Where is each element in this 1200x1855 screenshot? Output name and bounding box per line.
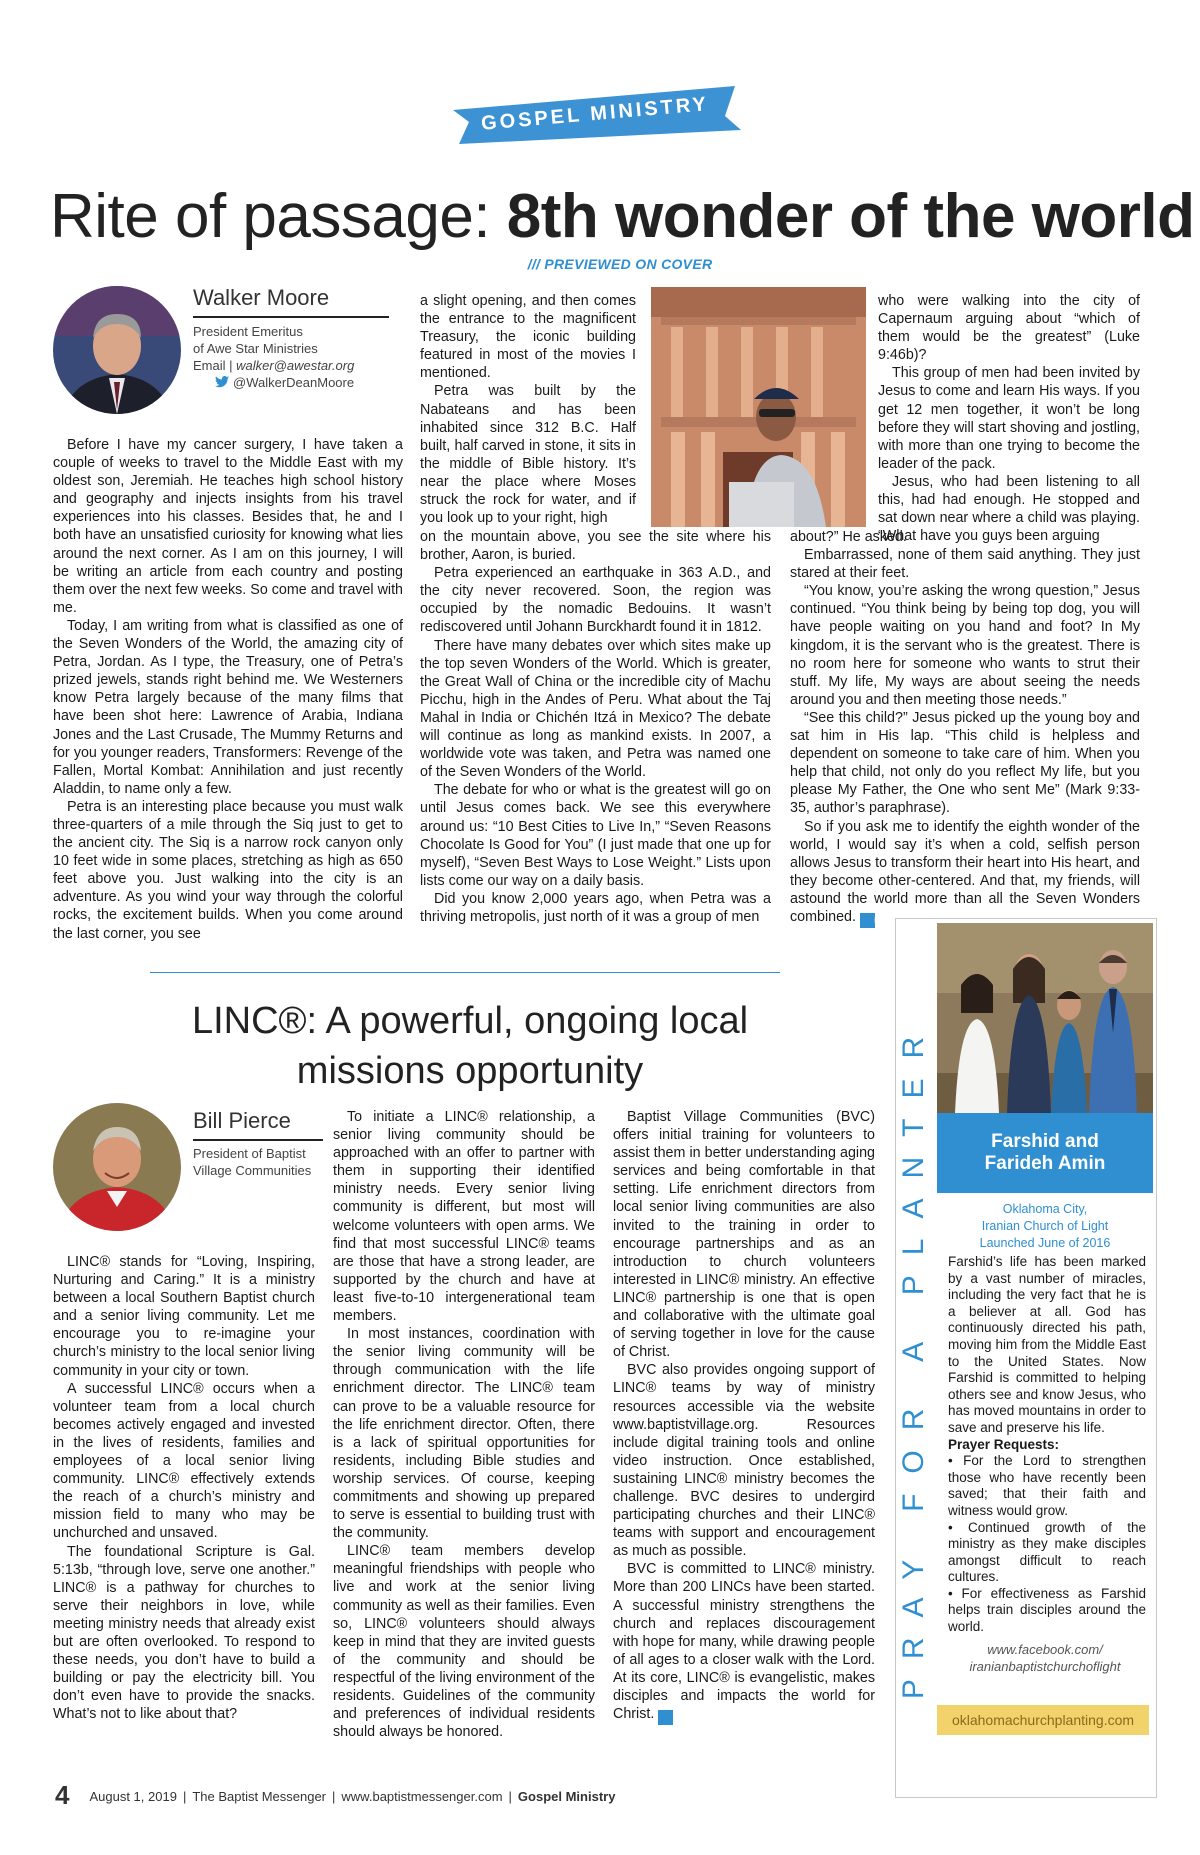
- article1-headline: [50, 182, 1195, 252]
- paragraph: Petra was built by the Nabateans and has been inhabited since 312 B.C. Half built, half carved in stone, it sits in the middle of Bible history. It’s near the place where Moses struck the rock for water, and if you look up to your right, high: [420, 383, 636, 527]
- article2-column1: [53, 1253, 315, 1723]
- article1-headline-light: Rite of passage:: [50, 182, 507, 251]
- author-title-line1: President Emeritus: [193, 324, 303, 339]
- paragraph: To initiate a LINC® relationship, a senior living community should be approached with an offer to partner with them in supporting their identified ministry needs. Every senior living community is different, but most will welcome volunteers with open arms. We find that most successful LINC® teams are those that have a strong leader, are supported by the church and have at least five-to-10 intergenerational team members.: [333, 1109, 595, 1325]
- paragraph: Petra is an interesting place because you must walk three-quarters of a mile through the Siq just to get to the ancient city. The Siq is a narrow rock canyon only 10 feet wide in some places, stretching as high as 650 feet above you. Just walking into the city is an adventure. As you wind your way through the colorful rocks, the excitement builds. When you come around the last corner, you see: [53, 798, 403, 942]
- paragraph: A successful LINC® occurs when a volunteer team from a local church becomes actively engaged and invested in the lives of residents, families and employees of a local senior living community. LINC® effectively extends the reach of a church’s ministry and mission field to many who may be unchurched and unsaved.: [53, 1380, 315, 1542]
- paragraph: Did you know 2,000 years ago, when Petra was a thriving metropolis, just north of it was a group of men: [420, 890, 771, 925]
- article2-headline: [150, 996, 790, 1096]
- author-email[interactable]: walker@awestar.org: [236, 358, 355, 373]
- author-meta-walker-moore: [193, 323, 403, 391]
- paragraph: Petra experienced an earthquake in 363 A.D., and the city never recovered. Soon, the region was occupied by the nomadic Bedouins. It wasn’t rediscovered until Johann Burckhardt found it in 1812.: [420, 565, 771, 636]
- footer-separator: |: [182, 1789, 187, 1804]
- facebook-link[interactable]: [937, 1641, 1153, 1675]
- pray-vertical-column: [896, 919, 932, 1797]
- section-divider: [150, 972, 780, 973]
- previewed-on-cover-kicker: /// PREVIEWED ON COVER: [527, 256, 713, 272]
- footer-separator: |: [332, 1789, 336, 1804]
- end-of-story-mark-icon: m: [658, 1710, 673, 1725]
- planter-names-line1: Farshid and: [991, 1131, 1099, 1152]
- paragraph: The foundational Scripture is Gal. 5:13b, “through love, serve one another.” LINC® is a pathway for churches to serve their neighbors in love, while meeting ministry needs that already exist but are often overlooked. To respond to these needs, you don’t have to build a building or pay the electricity bill. You don’t even have to provide the snacks. What’s not to like about that?: [53, 1543, 315, 1723]
- page-footer: [55, 1780, 1155, 1811]
- church-planting-website-link[interactable]: oklahomachurchplanting.com: [937, 1705, 1149, 1735]
- paragraph: LINC® stands for “Loving, Inspiring, Nurturing and Caring.” It is a ministry between a local Southern Baptist church and a senior living community. Let me encourage you to re-imagine your church’s ministry to the local senior living community in your city or town.: [53, 1254, 315, 1379]
- paragraph: about?” He asked.: [790, 529, 907, 545]
- footer-website[interactable]: www.baptistmessenger.com: [341, 1789, 503, 1804]
- planter-location-line2: Iranian Church of Light: [981, 1219, 1109, 1233]
- twitter-bird-icon: [215, 375, 229, 387]
- petra-treasury-photo: [651, 287, 866, 527]
- planter-names-line2: Farideh Amin: [984, 1153, 1106, 1174]
- paragraph: on the mountain above, you see the site where his brother, Aaron, is buried.: [420, 529, 771, 564]
- author-photo-bill-pierce: [53, 1103, 181, 1231]
- author-email-line: [193, 357, 403, 374]
- author-name-underline: [193, 316, 389, 318]
- end-of-story-mark-icon: m: [860, 913, 875, 928]
- author-name-underline: [193, 1139, 323, 1141]
- paragraph-final: [790, 818, 1140, 928]
- author-twitter-line: [193, 374, 403, 391]
- paragraph: BVC also provides ongoing support of LINC® teams by way of ministry resources accessible via the website www.baptistvillage.org. Resources include digital training tools and online video instruction. Once established, sustaining LINC® ministry becomes the challenge. BVC desires to undergird participating churches and their LINC® teams with support and encouragement as much as possible.: [613, 1362, 875, 1560]
- article1-column3-top: [878, 292, 1140, 545]
- page-number: 4: [55, 1780, 70, 1810]
- article1-headline-bold: 8th wonder of the world: [506, 182, 1195, 251]
- section-banner: [445, 82, 745, 146]
- paragraph: This group of men had been invited by Jesus to come and learn His ways. If you get 12 men together, it won’t be long before they will start shoving and jostling, with more than one trying to become the leader of the pack.: [878, 365, 1140, 472]
- paragraph: a slight opening, and then comes the entrance to the magnificent Treasury, the iconic building featured in most of the movies I mentioned.: [420, 293, 636, 382]
- article1-column3-bottom: [790, 528, 1140, 928]
- paragraph: “See this child?” Jesus picked up the young boy and sat him in His lap. “This child is helpless and dependent on someone to take care of him. When you help that child, not only do you reflect My life, but you please My Father, the One who sent Me” (Mark 9:33-35, author’s paraphrase).: [790, 709, 1140, 817]
- author-twitter-handle[interactable]: @WalkerDeanMoore: [233, 375, 355, 390]
- paragraph: Baptist Village Communities (BVC) offers initial training for volunteers to assist them in better understanding aging services and being comfortable in that setting. Life enrichment directors from local senior living communities are also invited to the training in order to encourage partnerships and as an introduction to church volunteers interested in LINC® ministry. An effective LINC® partnership is one that is open and collaborative with the ultimate goal of serving together in love for the cause of Christ.: [613, 1109, 875, 1361]
- author-title-line1: President of Baptist: [193, 1146, 306, 1161]
- prayer-request-item: • Continued growth of the ministry as they make disciples amongst difficult to reach cultures.: [948, 1519, 1146, 1585]
- footer-section: Gospel Ministry: [517, 1789, 616, 1804]
- paragraph: There have many debates over which sites make up the top seven Wonders of the World. Which is greater, the Great Wall of China or the incredible city of Machu Picchu, high in the Andes of Peru. What about the Taj Mahal in India or Chichén Itzá in Mexico? The debate will continue as long as mankind exists. In 2007, a worldwide vote was taken, and Petra was named one of the Seven Wonders of the World.: [420, 637, 771, 781]
- paragraph: Today, I am writing from what is classified as one of the Seven Wonders of the World, the amazing city of Petra, Jordan. As I type, the Treasury, one of Petra’s prized jewels, stands right behind me. We Westerners know Petra largely because of the many films that have been shot here: Lawrence of Arabia, Indiana Jones and the Last Crusade, The Mummy Returns and for you younger readers, Transformers: Revenge of the Fallen, Mortal Kombat: Annihilation and just recently Aladdin, to name only a few.: [53, 617, 403, 797]
- planter-bio: [948, 1254, 1146, 1636]
- pray-for-a-planter-sidebar: [895, 918, 1157, 1798]
- section-banner-label: GOSPEL MINISTRY: [480, 93, 710, 135]
- author-title-line2: Village Communities: [193, 1163, 312, 1178]
- article2-column3: [613, 1108, 875, 1725]
- footer-date: August 1, 2019: [89, 1789, 177, 1804]
- author-title-line2: of Awe Star Ministries: [193, 341, 318, 356]
- footer-publication: The Baptist Messenger: [192, 1789, 327, 1804]
- planter-family-photo: [937, 923, 1153, 1113]
- paragraph: In most instances, coordination with the senior living community will be through communication with the life enrichment director. The LINC® team can prove to be a valuable resource for the life enrichment director. Often, there is a lack of spiritual opportunities for residents, including Bible studies and worship services. Of course, keeping commitments and showing up prepared to serve is essential to building trust with the community.: [333, 1326, 595, 1542]
- planter-bio-text: Farshid’s life has been marked by a vast number of miracles, including the very fact that he is a believer at all. God has continuously directed his path, moving him from the Middle East to the United States. Now Farshid is committed to helping others see and know Jesus, who has moved mountains in order to save and preserve his life.: [948, 1254, 1146, 1435]
- article1-column1: [53, 436, 403, 943]
- article2-headline-main: A powerful, ongoing local missions opportunity: [296, 1000, 749, 1092]
- planter-location: [937, 1201, 1153, 1252]
- paragraph: Embarrassed, none of them said anything. They just stared at their feet.: [790, 547, 1140, 582]
- paragraph: who were walking into the city of Capernaum arguing about “which of them would be the greatest” (Luke 9:46b)?: [878, 293, 1140, 364]
- article2-column2: [333, 1108, 595, 1741]
- article1-column2-bottom: [420, 528, 771, 926]
- paragraph-final-text: BVC is committed to LINC® ministry. More than 200 LINCs have been started. A successful ministry strengthens the church and replaces discouragement with hope for many, while drawing people of all ages to a closer walk with the Lord. At its core, LINC® is evangelistic, makes disciples and impacts the world for Christ.: [613, 1561, 875, 1723]
- prayer-requests-title: Prayer Requests:: [948, 1436, 1060, 1452]
- author-name-walker-moore: Walker Moore: [193, 285, 330, 310]
- planter-location-line3: Launched June of 2016: [979, 1236, 1111, 1250]
- prayer-request-item: • For effectiveness as Farshid helps train disciples around the world.: [948, 1585, 1146, 1635]
- author-photo-walker-moore: [53, 286, 181, 414]
- paragraph-final-text: So if you ask me to identify the eighth wonder of the world, I would say it’s when a cold, selfish person allows Jesus to transform their heart into His heart, and they become other-centered. And that, my friends, will astound the world more than all the Seven Wonders combined.: [790, 818, 1140, 925]
- footer-separator: |: [508, 1789, 512, 1804]
- paragraph: Jesus, who had been listening to all this, had had enough. He stopped and sat down near where a child was playing. “What have you guys been arguing: [878, 473, 1140, 545]
- paragraph: “You know, you’re asking the wrong question,” Jesus continued. “You think being by being top dog, you will have people waiting on you hand and foot? In My kingdom, it is the servant who is the greatest. There is no room here for someone who wants to strut their stuff. My life, My ways are about seeing the needs around you and then meeting those needs.”: [790, 583, 1140, 708]
- paragraph: Before I have my cancer surgery, I have taken a couple of weeks to travel to the Middle East with my oldest son, Jeremiah. He teaches high school history and geography and injects insights from his travel experiences into his classes. Besides that, he and I both have an unsatisfied curiosity for knowing what lies around the next corner. As I am on this journey, I will be writing an article from each country and posting them over the next few weeks. So come and travel with me.: [53, 437, 403, 616]
- article1-column2-top: [420, 292, 636, 527]
- paragraph-final: [613, 1560, 875, 1725]
- facebook-link-line2: iranianbaptistchurchoflight: [969, 1659, 1121, 1674]
- author-name-bill-pierce: Bill Pierce: [193, 1108, 291, 1133]
- planter-names: [937, 1113, 1153, 1193]
- planter-location-line1: Oklahoma City,: [1002, 1202, 1088, 1216]
- pray-for-a-planter-label: PRAY FOR A PLANTER: [897, 1016, 930, 1700]
- paragraph: The debate for who or what is the greatest will go on until Jesus comes back. We see this everywhere around us: “10 Best Cities to Live In,” “Seven Reasons Chocolate Is Good for You” (I just made that one up for myself), “Seven Best Ways to Lose Weight.” Lists upon lists come our way on a daily basis.: [420, 782, 771, 889]
- author-email-label: Email |: [193, 358, 237, 373]
- prayer-request-item: • For the Lord to strengthen those who have recently been saved; that their faith and witness would grow.: [948, 1453, 1146, 1518]
- article2-headline-light: LINC®:: [191, 1000, 326, 1042]
- paragraph: LINC® team members develop meaningful friendships with people who live and work at the senior living community as well as their families. Even so, LINC® volunteers should always keep in mind that they are invited guests of the community and should be respectful of the living environment of the residents. Guidelines of the community and preferences of individual residents should always be honored.: [333, 1543, 595, 1741]
- facebook-link-line1: www.facebook.com/: [987, 1642, 1103, 1657]
